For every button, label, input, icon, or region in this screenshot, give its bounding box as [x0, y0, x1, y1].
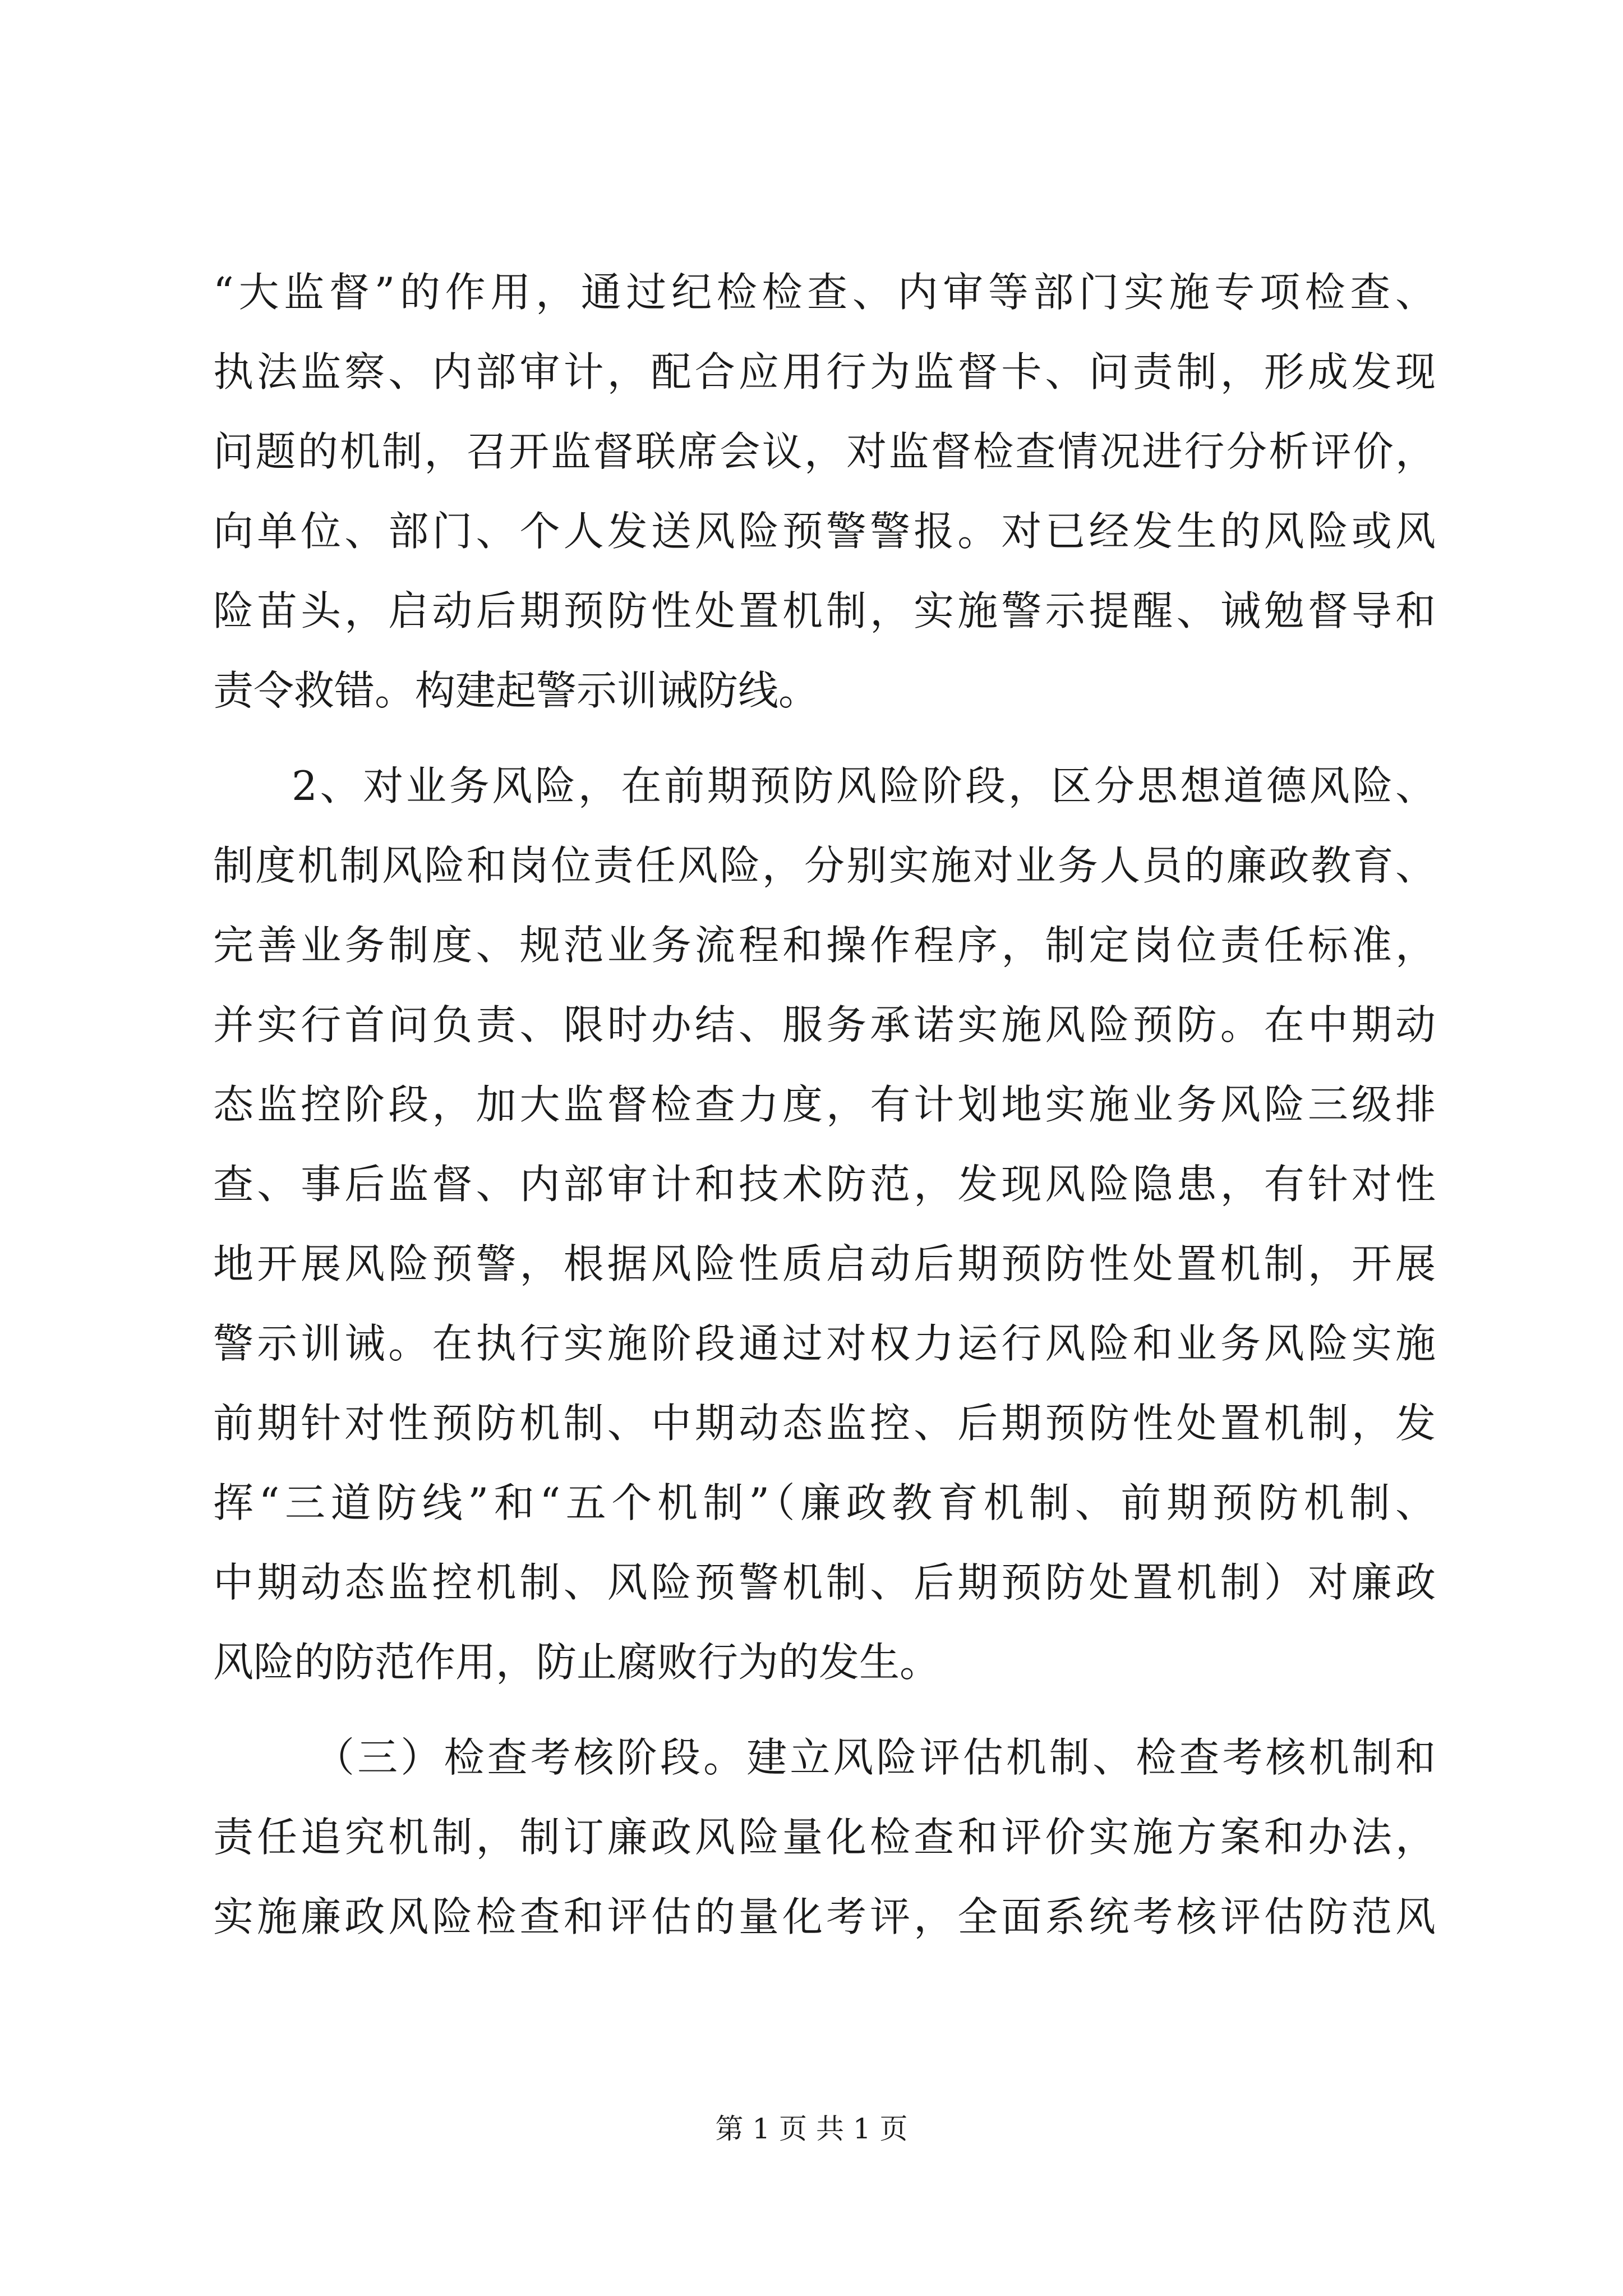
text-line: 责令救错。构建起警示训诫防线。 [213, 667, 819, 714]
text-line: “大监督”的作用，通过纪检检查、内审等部门实施专项检查、 [213, 269, 1436, 316]
paragraph-spacer [213, 1702, 1436, 1718]
paragraph-spacer [213, 730, 1436, 746]
text-line: 地开展风险预警，根据风险性质启动后期预防性处置机制，开展 [213, 1240, 1436, 1287]
paragraph-3 [213, 1718, 1436, 1957]
text-line: 查、事后监督、内部审计和技术防范，发现风险隐患，有针对性 [213, 1161, 1436, 1208]
text-line: 2、对业务风险，在前期预防风险阶段，区分思想道德风险、 [292, 762, 1436, 809]
text-line: 前期针对性预防机制、中期动态监控、后期预防性处置机制，发 [213, 1400, 1436, 1447]
document-body [213, 252, 1436, 1957]
text-line: 责任追究机制，制订廉政风险量化检查和评价实施方案和办法， [213, 1814, 1436, 1861]
paragraph-2 [213, 746, 1436, 1702]
section-heading-line: （三）检查考核阶段。建立风险评估机制、检查考核机制和 [314, 1734, 1436, 1781]
text-line: 执法监察、内部审计，配合应用行为监督卡、问责制，形成发现 [213, 348, 1436, 395]
text-line: 态监控阶段，加大监督检查力度，有计划地实施业务风险三级排 [213, 1081, 1436, 1128]
text-line: 险苗头，启动后期预防性处置机制，实施警示提醒、诫勉督导和 [213, 587, 1436, 634]
text-line: 向单位、部门、个人发送风险预警警报。对已经发生的风险或风 [213, 508, 1436, 555]
text-line: 警示训诫。在执行实施阶段通过对权力运行风险和业务风险实施 [213, 1320, 1436, 1367]
paragraph-1 [213, 252, 1436, 730]
text-line: 实施廉政风险检查和评估的量化考评，全面系统考核评估防范风 [213, 1893, 1436, 1940]
text-line: 挥“三道防线”和“五个机制”（廉政教育机制、前期预防机制、 [213, 1479, 1436, 1526]
text-line: 制度机制风险和岗位责任风险，分别实施对业务人员的廉政教育、 [213, 842, 1436, 889]
text-line: 中期动态监控机制、风险预警机制、后期预防处置机制）对廉政 [213, 1559, 1436, 1606]
text-line: 并实行首问负责、限时办结、服务承诺实施风险预防。在中期动 [213, 1001, 1436, 1048]
page-number-footer: 第 1 页 共 1 页 [715, 2113, 908, 2145]
text-line: 问题的机制，召开监督联席会议，对监督检查情况进行分析评价， [213, 428, 1436, 475]
text-line: 完善业务制度、规范业务流程和操作程序，制定岗位责任标准， [213, 922, 1436, 969]
text-line: 风险的防范作用，防止腐败行为的发生。 [213, 1639, 940, 1686]
